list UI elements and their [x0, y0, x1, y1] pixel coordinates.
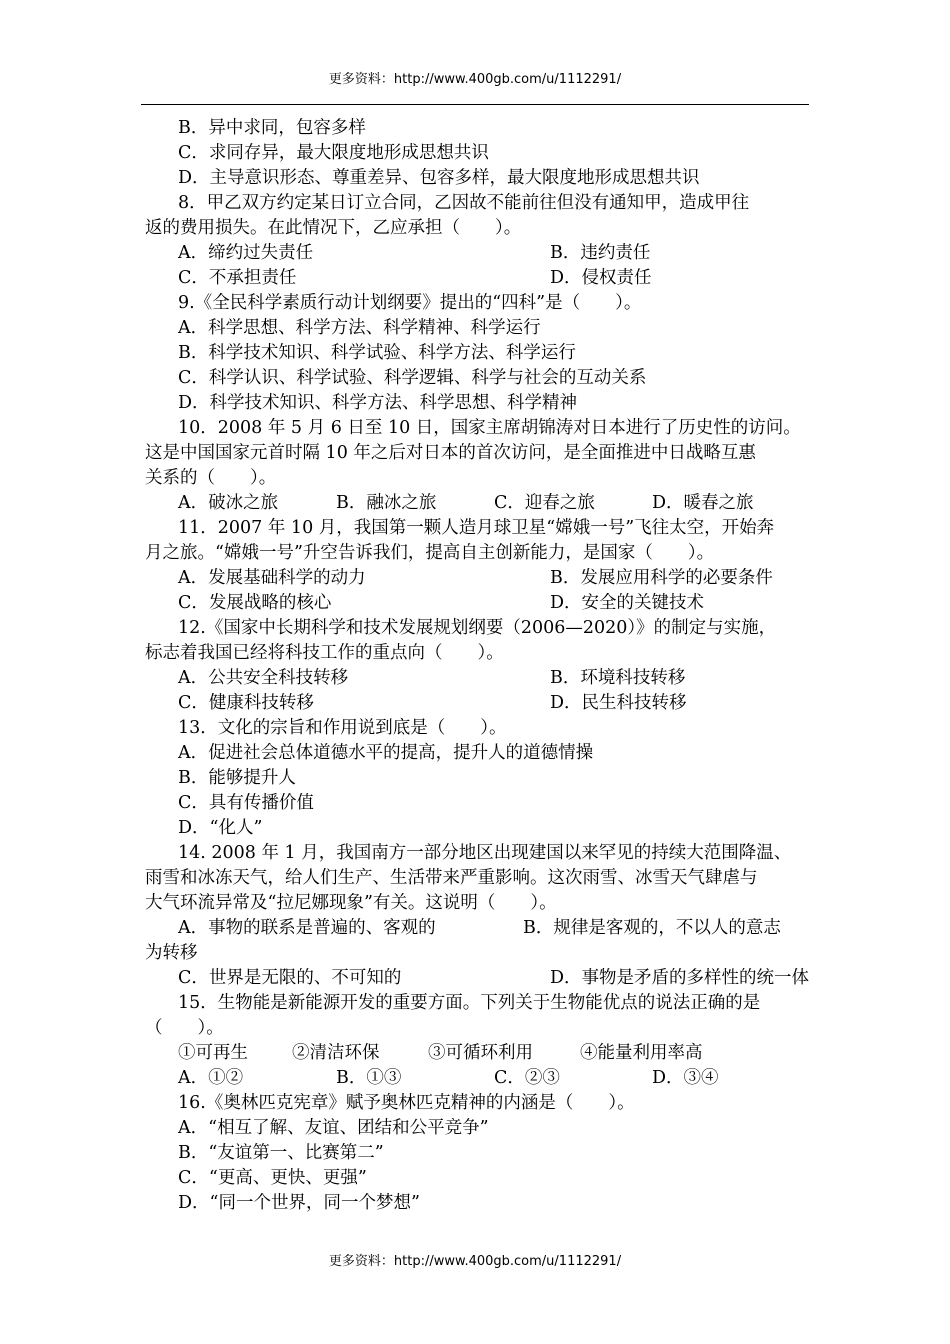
q13-option-b: B．能够提升人: [178, 768, 296, 788]
q12-option-c: C．健康科技转移: [178, 693, 314, 713]
q8-option-a: A．缔约过失责任: [178, 243, 314, 263]
q12-options-row2: [145, 691, 810, 716]
q16-option-b: B．“友谊第一、比赛第二”: [178, 1143, 384, 1163]
q7-option-b: B．异中求同，包容多样: [178, 118, 366, 138]
q8-options-row2: [145, 266, 810, 291]
q8-options-row1: [145, 241, 810, 266]
q10-option-d: D．暖春之旅: [652, 493, 754, 513]
q11-stem-line2: 月之旅。“嫦娥一号”升空告诉我们，提高自主创新能力，是国家（ ）。: [145, 543, 715, 563]
q16-option-c: C．“更高、更快、更强”: [178, 1168, 367, 1188]
page-header-link: 更多资料：http://www.400gb.com/u/1112291/: [328, 72, 622, 87]
q9-option-a: A．科学思想、科学方法、科学精神、科学运行: [178, 318, 541, 338]
q8-option-d: D．侵权责任: [550, 268, 652, 288]
q12-option-b: B．环境科技转移: [550, 668, 686, 688]
q11-option-a: A．发展基础科学的动力: [178, 568, 366, 588]
q15-options: [145, 1066, 810, 1091]
q13-stem: 13．文化的宗旨和作用说到底是（ ）。: [178, 718, 507, 738]
q12-stem-line1: 12.《国家中长期科学和技术发展规划纲要（2006—2020）》的制定与实施，: [178, 618, 777, 638]
q11-option-c: C．发展战略的核心: [178, 593, 332, 613]
q12-options-row1: [145, 666, 810, 691]
q13-option-d: D．“化人”: [178, 818, 263, 838]
q9-stem: 9.《全民科学素质行动计划纲要》提出的“四科”是（ ）。: [178, 293, 642, 313]
q11-option-b: B．发展应用科学的必要条件: [550, 568, 773, 588]
q15-option-b: B．①③: [336, 1068, 402, 1088]
q14-stem-line2: 雨雪和冰冻天气，给人们生产、生活带来严重影响。这次雨雪、冰雪天气肆虐与: [145, 868, 758, 888]
q14-option-d: D．事物是矛盾的多样性的统一体: [550, 968, 810, 988]
q15-stem-line2: （ ）。: [145, 1018, 224, 1038]
q9-option-c: C．科学认识、科学试验、科学逻辑、科学与社会的互动关系: [178, 368, 647, 388]
question-content: [145, 116, 810, 1216]
page-footer-link: 更多资料：http://www.400gb.com/u/1112291/: [328, 1254, 622, 1269]
q14-stem-line3: 大气环流异常及“拉尼娜现象”有关。这说明（ ）。: [145, 893, 557, 913]
q15-option-c: C．②③: [494, 1068, 560, 1088]
q16-stem: 16.《奥林匹克宪章》赋予奥林匹克精神的内涵是（ ）。: [178, 1093, 635, 1113]
header-rule: [141, 104, 809, 105]
q16-option-a: A．“相互了解、友谊、团结和公平竞争”: [178, 1118, 489, 1138]
q14-option-a: A．事物的联系是普遍的、客观的: [178, 918, 436, 938]
q8-stem-line2: 返的费用损失。在此情况下，乙应承担（ ）。: [145, 218, 522, 238]
q9-option-b: B．科学技术知识、科学试验、科学方法、科学运行: [178, 343, 576, 363]
q7-option-d: D．主导意识形态、尊重差异、包容多样，最大限度地形成思想共识: [178, 168, 700, 188]
q8-option-b: B．违约责任: [550, 243, 651, 263]
q15-option-a: A．①②: [178, 1068, 244, 1088]
q10-option-c: C．迎春之旅: [494, 493, 595, 513]
q11-options-row2: [145, 591, 810, 616]
q9-option-d: D．科学技术知识、科学方法、科学思想、科学精神: [178, 393, 578, 413]
q14-option-b-continued: 为转移: [145, 943, 198, 963]
q13-option-c: C．具有传播价值: [178, 793, 314, 813]
q10-stem-line2: 这是中国国家元首时隔 10 年之后对日本的首次访问，是全面推进中日战略互惠: [145, 443, 756, 463]
q10-options: [145, 491, 810, 516]
q15-item-1: ①可再生: [178, 1043, 248, 1063]
q14-options-row2: [145, 966, 810, 991]
q10-option-a: A．破冰之旅: [178, 493, 279, 513]
q15-option-d: D．③④: [652, 1068, 719, 1088]
q11-option-d: D．安全的关键技术: [550, 593, 705, 613]
q13-option-a: A．促进社会总体道德水平的提高，提升人的道德情操: [178, 743, 594, 763]
q7-option-c: C．求同存异，最大限度地形成思想共识: [178, 143, 489, 163]
q14-stem-line1: 14. 2008 年 1 月，我国南方一部分地区出现建国以来罕见的持续大范围降温、: [178, 843, 792, 863]
q15-items: [145, 1041, 810, 1066]
q12-option-d: D．民生科技转移: [550, 693, 687, 713]
q15-item-4: ④能量利用率高: [580, 1043, 703, 1063]
q14-options-row1: [145, 916, 810, 941]
q10-option-b: B．融冰之旅: [336, 493, 437, 513]
q14-option-c: C．世界是无限的、不可知的: [178, 968, 402, 988]
q12-stem-line2: 标志着我国已经将科技工作的重点向（ ）。: [145, 643, 504, 663]
q15-stem-line1: 15．生物能是新能源开发的重要方面。下列关于生物能优点的说法正确的是: [178, 993, 761, 1013]
q14-option-b: B．规律是客观的，不以人的意志: [523, 918, 781, 938]
q8-stem-line1: 8．甲乙双方约定某日订立合同，乙因故不能前往但没有通知甲，造成甲往: [178, 193, 750, 213]
q8-option-c: C．不承担责任: [178, 268, 297, 288]
q12-option-a: A．公共安全科技转移: [178, 668, 349, 688]
q15-item-3: ③可循环利用: [428, 1043, 533, 1063]
q15-item-2: ②清洁环保: [292, 1043, 380, 1063]
q16-option-d: D．“同一个世界，同一个梦想”: [178, 1193, 420, 1213]
q10-stem-line3: 关系的（ ）。: [145, 468, 277, 488]
q11-stem-line1: 11．2007 年 10 月，我国第一颗人造月球卫星“嫦娥一号”飞往太空，开始奔: [178, 518, 775, 538]
q10-stem-line1: 10．2008 年 5 月 6 日至 10 日，国家主席胡锦涛对日本进行了历史性的访问。: [178, 418, 801, 438]
q11-options-row1: [145, 566, 810, 591]
